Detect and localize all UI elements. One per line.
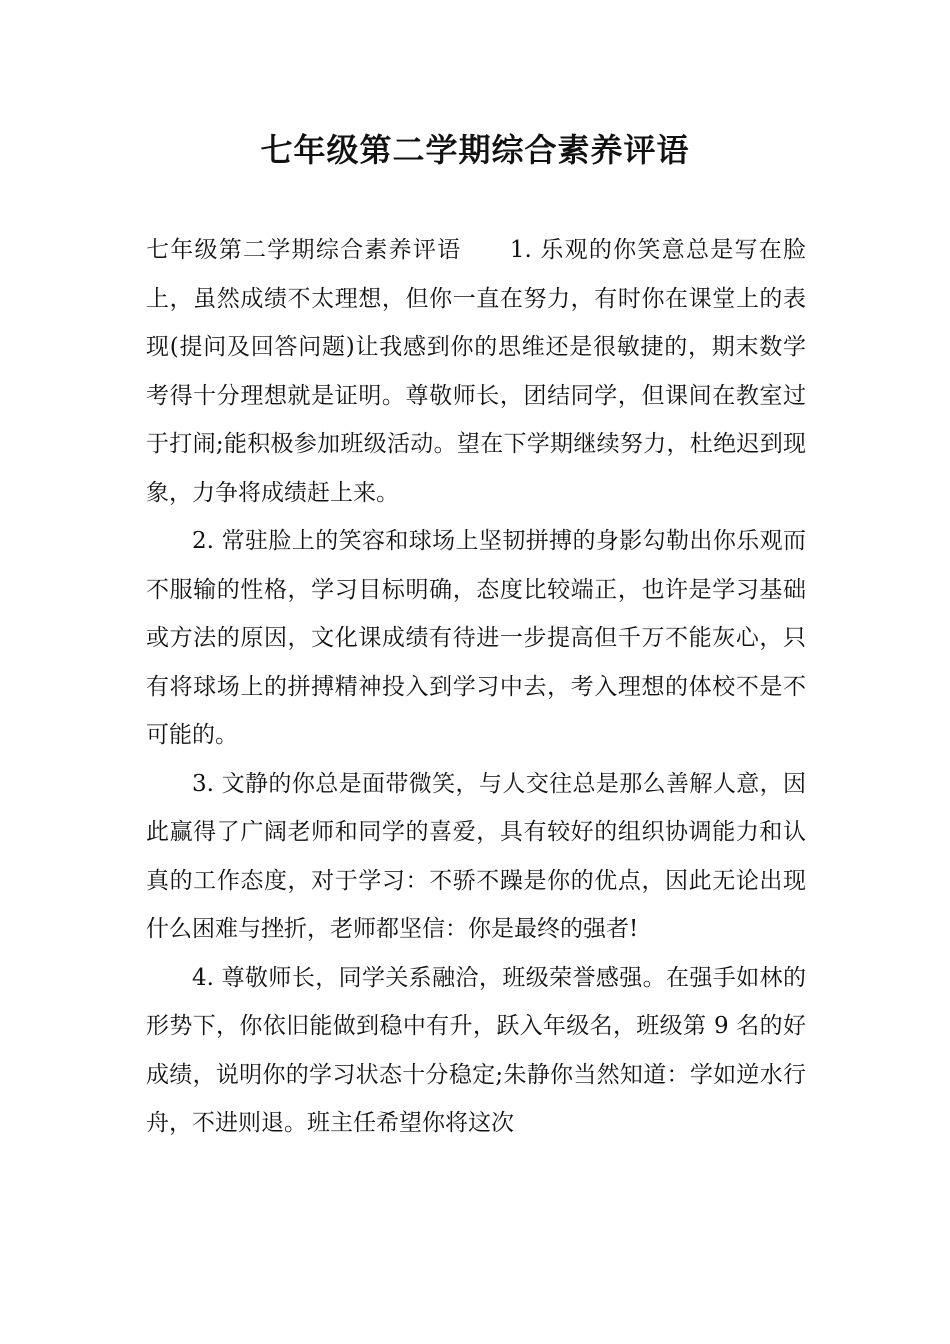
paragraph-1: 七年级第二学期综合素养评语 1. 乐观的你笑意总是写在脸上，虽然成绩不太理想，但你一直在努力，有时你在课堂上的表现(提问及回答问题)让我感到你的思维还是很敏捷的，期末数学考得十分理想就是证明。尊敬师长，团结同学，但课间在教室过于打闹;能积极参加班级活动。望在下学期继续努力，杜绝迟到现象，力争将成绩赶上来。 [146,237,806,506]
document-title: 七年级第二学期综合素养评语 [260,131,690,169]
document-body [146,226,806,1148]
paragraph-2: 2. 常驻脸上的笑容和球场上坚韧拼搏的身影勾勒出你乐观而不服输的性格，学习目标明确，态度比较端正，也许是学习基础或方法的原因，文化课成绩有待进一步提高但千万不能灰心，只有将球场上的拼搏精神投入到学习中去，考入理想的体校不是不可能的。 [146,528,806,748]
paragraph-3: 3. 文静的你总是面带微笑，与人交往总是那么善解人意，因此赢得了广阔老师和同学的喜爱，具有较好的组织协调能力和认真的工作态度，对于学习：不骄不躁是你的优点，因此无论出现什么困难与挫折，老师都坚信：你是最终的强者! [146,770,806,942]
paragraph-4: 4. 尊敬师长，同学关系融洽，班级荣誉感强。在强手如林的形势下，你依旧能做到稳中有升，跃入年级名，班级第 9 名的好成绩，说明你的学习状态十分稳定;朱静你当然知道：学如逆水行舟，不进则退。班主任希望你将这次 [146,964,806,1136]
